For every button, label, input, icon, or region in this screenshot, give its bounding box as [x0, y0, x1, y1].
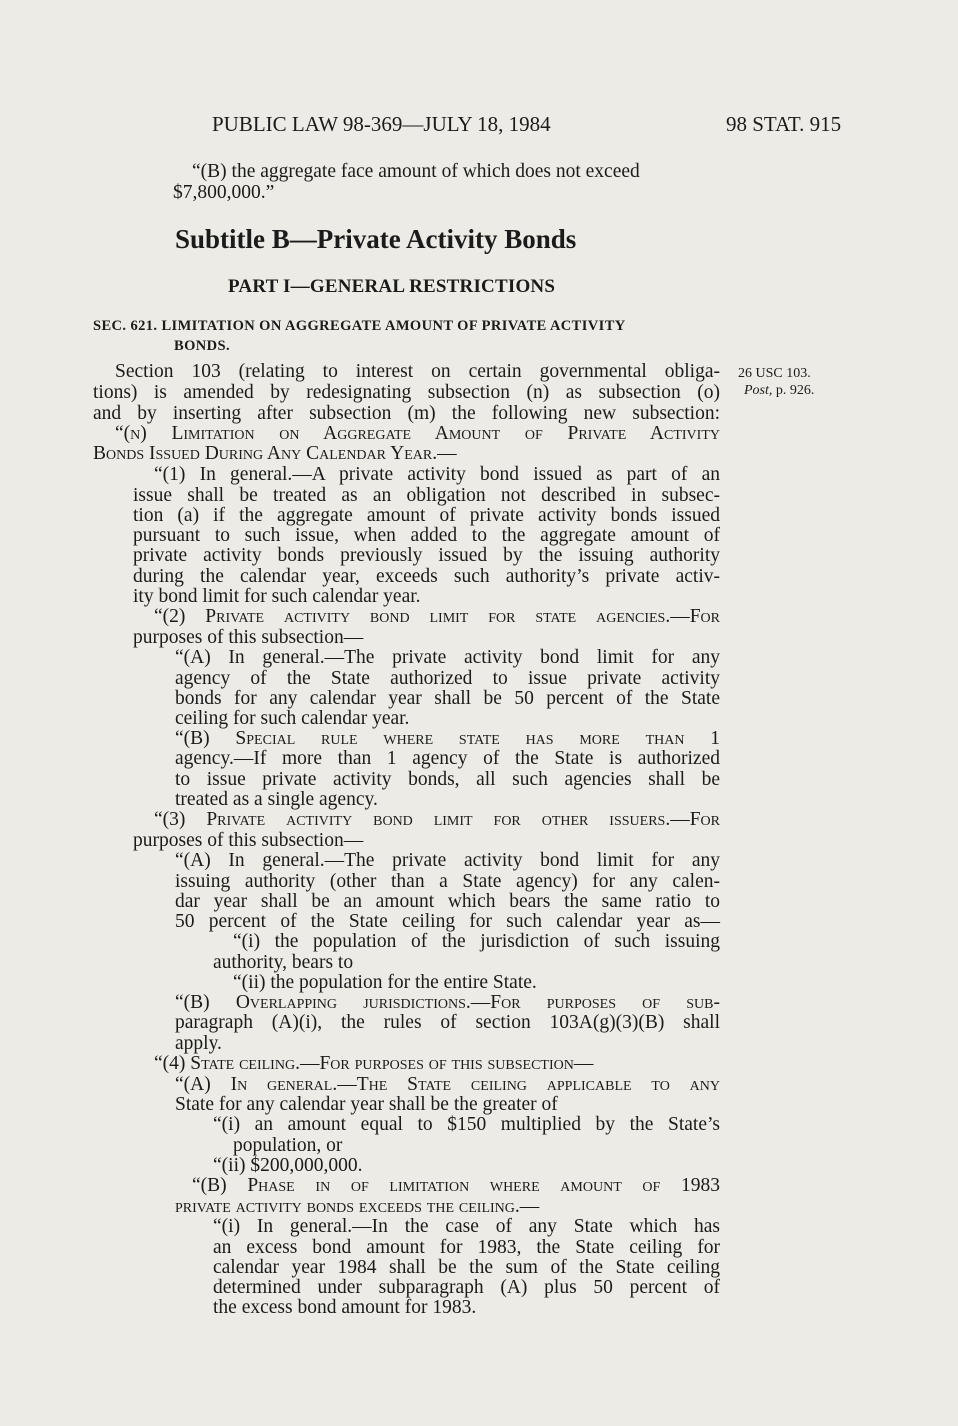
body-line: ity bond limit for such calendar year.: [133, 586, 421, 607]
body-line: authority, bears to: [213, 952, 354, 973]
body-line: “(A) In general.—The State ceiling applicable to any: [175, 1074, 720, 1095]
section-heading: BONDS.: [174, 338, 230, 354]
body-line: pursuant to such issue, when added to the aggregate amount of: [133, 525, 720, 546]
body-line: an excess bond amount for 1983, the State ceiling for: [213, 1237, 720, 1258]
body-line: tion (a) if the aggregate amount of private activity bonds issued: [133, 505, 720, 526]
body-line: “(A) In general.—The private activity bond limit for any: [175, 647, 720, 668]
body-line: bonds for any calendar year shall be 50 percent of the State: [175, 688, 720, 709]
body-line: “(n) Limitation on Aggregate Amount of Private Activity: [115, 423, 720, 444]
margin-note-usc: 26 USC 103.: [738, 366, 811, 381]
body-line: population, or: [233, 1135, 343, 1156]
body-line: purposes of this subsection—: [133, 627, 364, 648]
body-line: tions) is amended by redesignating subsection (n) as subsection (o): [93, 382, 720, 403]
body-line: “(1) In general.—A private activity bond issued as part of an: [154, 464, 720, 485]
body-line: purposes of this subsection—: [133, 830, 364, 851]
body-line: private activity bonds exceeds the ceiling.—: [175, 1196, 540, 1217]
body-line: agency.—If more than 1 agency of the State is authorized: [175, 748, 720, 769]
body-line: “(A) In general.—The private activity bond limit for any: [175, 850, 720, 871]
part-heading: PART I—GENERAL RESTRICTIONS: [228, 276, 556, 297]
preamble-line: $7,800,000.”: [173, 182, 275, 203]
body-line: determined under subparagraph (A) plus 50 percent of: [213, 1277, 720, 1298]
body-line: Section 103 (relating to interest on certain governmental obliga-: [115, 361, 720, 382]
running-header-stat: 98 STAT. 915: [726, 112, 842, 136]
body-line: and by inserting after subsection (m) the following new subsection:: [93, 403, 720, 424]
body-line: dar year shall be an amount which bears the same ratio to: [175, 891, 720, 912]
body-line: “(4) State ceiling.—For purposes of this subsection—: [154, 1053, 594, 1074]
body-line: the excess bond amount for 1983.: [213, 1297, 477, 1318]
body-line: to issue private activity bonds, all such agencies shall be: [175, 769, 720, 790]
body-line: “(ii) the population for the entire State.: [233, 972, 537, 993]
body-line: during the calendar year, exceeds such authority’s private activ-: [133, 566, 720, 587]
margin-note-post-word: Post,: [744, 383, 773, 398]
running-header-title: PUBLIC LAW 98-369—JULY 18, 1984: [212, 112, 551, 136]
body-line: treated as a single agency.: [175, 789, 378, 810]
body-line: apply.: [175, 1033, 222, 1054]
body-line: “(B) Overlapping jurisdictions.—For purposes of sub-: [175, 992, 720, 1013]
body-line: agency of the State authorized to issue private activity: [175, 668, 720, 689]
body-line: ceiling for such calendar year.: [175, 708, 410, 729]
margin-note-post: [744, 383, 814, 399]
margin-note-page: p. 926.: [772, 383, 815, 398]
body-line: State for any calendar year shall be the greater of: [175, 1094, 558, 1115]
body-line: private activity bonds previously issued by the issuing authority: [133, 545, 720, 566]
preamble-line: “(B) the aggregate face amount of which does not exceed: [192, 161, 640, 182]
body-line: “(i) In general.—In the case of any State which has: [213, 1216, 720, 1237]
body-line: “(B) Special rule where state has more than 1: [175, 728, 720, 749]
section-heading: SEC. 621. LIMITATION ON AGGREGATE AMOUNT OF PRIVATE ACTIVITY: [93, 318, 626, 334]
body-line: “(i) the population of the jurisdiction of such issuing: [233, 931, 720, 952]
body-line: “(2) Private activity bond limit for state agencies.—For: [154, 606, 720, 627]
body-line: issuing authority (other than a State agency) for any calen-: [175, 871, 720, 892]
body-line: “(3) Private activity bond limit for other issuers.—For: [154, 809, 720, 830]
body-line: paragraph (A)(i), the rules of section 103A(g)(3)(B) shall: [175, 1012, 720, 1033]
body-line: “(B) Phase in of limitation where amount of 1983: [192, 1175, 720, 1196]
body-line: 50 percent of the State ceiling for such calendar year as—: [175, 911, 720, 932]
body-line: Bonds Issued During Any Calendar Year.—: [93, 443, 457, 464]
body-line: “(ii) $200,000,000.: [213, 1155, 363, 1176]
subtitle-heading: Subtitle B—Private Activity Bonds: [175, 224, 577, 254]
body-line: “(i) an amount equal to $150 multiplied by the State’s: [213, 1114, 720, 1135]
body-line: calendar year 1984 shall be the sum of the State ceiling: [213, 1257, 720, 1278]
body-line: issue shall be treated as an obligation not described in subsec-: [133, 485, 720, 506]
